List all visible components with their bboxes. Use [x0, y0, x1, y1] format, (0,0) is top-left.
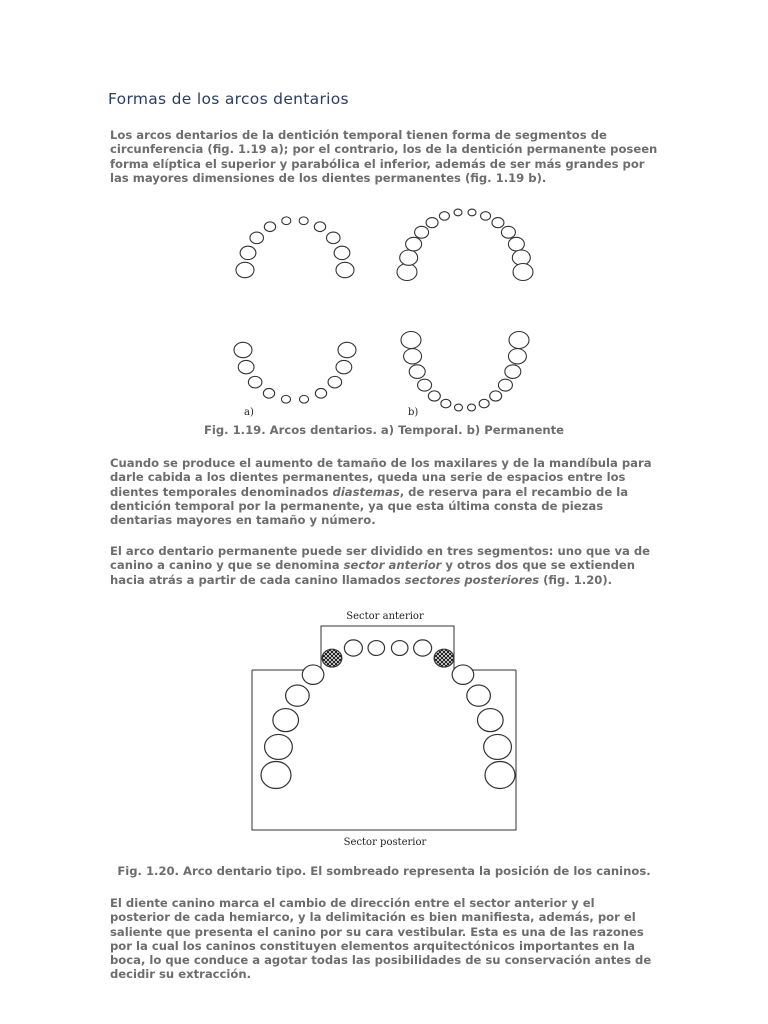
tooth — [485, 762, 515, 789]
text-segment: Cuando se produce el aumento de tamaño de los maxilares y de la mandíbula para darle cabida a los dientes permanentes, queda una serie de espacios entre los dientes temporales denominados — [110, 456, 652, 499]
tooth — [481, 212, 491, 221]
figure-dental-arch-1-20 — [240, 600, 530, 850]
tooth — [484, 734, 512, 759]
tooth — [467, 685, 491, 706]
tooth — [336, 360, 352, 373]
tooth — [428, 391, 440, 401]
tooth — [264, 222, 275, 232]
tooth — [338, 342, 356, 357]
tooth — [336, 262, 354, 277]
label-a: a) — [244, 407, 254, 418]
page-title: Formas de los arcos dentarios — [108, 90, 349, 108]
tooth — [452, 665, 474, 684]
tooth — [468, 404, 476, 411]
tooth — [406, 237, 422, 251]
tooth — [509, 332, 529, 349]
tooth — [477, 709, 503, 732]
tooth — [286, 685, 310, 706]
tooth — [409, 365, 425, 379]
tooth — [334, 246, 350, 259]
text-segment: El arco dentario permanente puede ser dividido en tres segmentos: uno que va de canino a canino y que se denomina — [110, 544, 651, 573]
canine-tooth — [322, 649, 342, 667]
tooth — [240, 246, 256, 259]
paragraph-canine: El diente canino marca el cambio de dirección entre el sector anterior y el posterior de cada hemiarco, y la delimitación es bien manifiesta, además, por el saliente que presenta el canino por su cara vestibular. Esta es una de las razones por la cual los caninos constituyen elementos arquitectónicos importantes en la boca, lo que conduce a agotar todas las posibilidades de su conservación antes de decidir su extracción. — [110, 896, 652, 982]
dental-arch-sectors-illustration — [240, 600, 530, 850]
tooth — [263, 388, 274, 398]
text-segment: (fig. 1.20). — [539, 572, 613, 587]
figure-1-19-caption: Fig. 1.19. Arcos dentarios. a) Temporal. b) Permanente — [203, 423, 564, 437]
tooth — [454, 404, 462, 411]
tooth — [508, 349, 526, 364]
term-diastemas: diastemas — [332, 484, 400, 499]
paragraph-diastemas — [110, 456, 658, 527]
tooth — [327, 232, 341, 244]
tooth — [315, 388, 326, 398]
tooth — [404, 349, 422, 364]
text-segment: , de reserva para el recambio de la dentición temporal por la permanente, ya que esta última consta de piezas dentarias mayores en tamaño y número. — [110, 484, 629, 528]
paragraph-sectors — [110, 544, 658, 587]
tooth — [505, 365, 521, 379]
tooth — [282, 217, 291, 225]
tooth — [490, 391, 502, 401]
tooth — [397, 264, 417, 281]
tooth — [248, 376, 262, 388]
tooth — [261, 762, 291, 789]
tooth — [492, 218, 504, 228]
tooth — [441, 399, 451, 408]
label-sector-anterior: Sector anterior — [346, 611, 424, 622]
tooth — [281, 395, 290, 403]
label-b: b) — [408, 407, 419, 418]
tooth — [391, 641, 408, 656]
tooth — [415, 226, 429, 238]
dental-arches-illustration — [230, 200, 540, 420]
tooth — [454, 209, 462, 216]
tooth — [439, 212, 449, 221]
term-sectores-posteriores: sectores posteriores — [404, 572, 540, 587]
tooth — [250, 232, 264, 244]
tooth — [513, 264, 533, 281]
tooth — [314, 222, 325, 232]
tooth — [344, 640, 362, 656]
tooth — [508, 237, 524, 251]
tooth — [498, 379, 512, 391]
tooth — [299, 217, 308, 225]
tooth — [512, 250, 530, 265]
term-sector-anterior: sector anterior — [343, 558, 442, 573]
tooth — [234, 342, 252, 357]
canine-tooth — [434, 649, 454, 667]
tooth — [328, 376, 342, 388]
tooth — [368, 641, 385, 656]
label-sector-posterior: Sector posterior — [343, 837, 427, 848]
tooth — [468, 209, 476, 216]
tooth — [236, 262, 254, 277]
tooth — [400, 250, 418, 265]
tooth — [501, 226, 515, 238]
figure-1-20-caption: Fig. 1.20. Arco dentario tipo. El sombreado representa la posición de los caninos. — [117, 864, 651, 878]
tooth — [265, 734, 293, 759]
tooth — [418, 379, 432, 391]
tooth — [401, 332, 421, 349]
tooth — [426, 218, 438, 228]
paragraph-arch-shapes: Los arcos dentarios de la dentición temporal tienen forma de segmentos de circunferencia (fig. 1.19 a); por el contrario, los de la dentición permanente poseen forma elíptica el superior y parabólica el inferior, además de ser más grandes por las mayores dimensiones de los dientes permanentes (fig. 1.19 b). — [110, 128, 658, 185]
tooth — [302, 665, 324, 684]
text-segment: y otros dos que se extienden hacia atrás a partir de cada canino llamados — [110, 558, 635, 587]
tooth — [273, 709, 299, 732]
tooth — [238, 360, 254, 373]
tooth — [479, 399, 489, 408]
figure-dental-arches-1-19 — [230, 200, 540, 420]
tooth — [299, 395, 308, 403]
tooth — [414, 640, 432, 656]
